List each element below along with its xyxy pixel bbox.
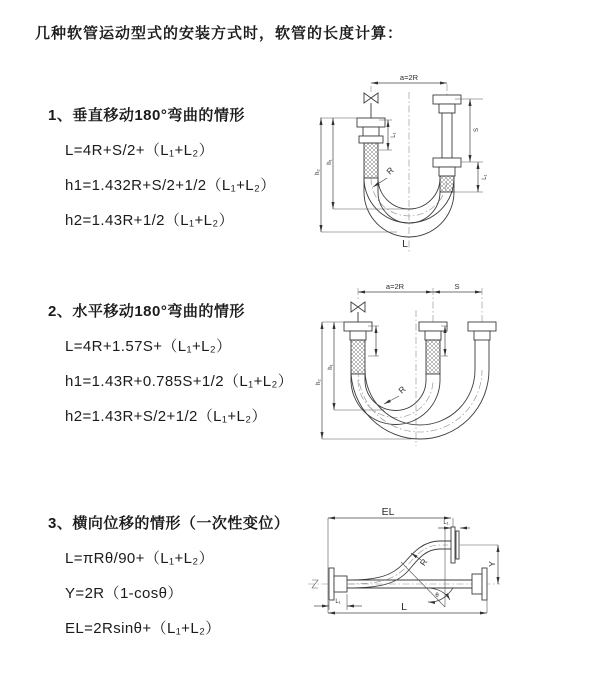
dimension-a2r	[371, 73, 447, 83]
hose-u-bend-moved	[351, 370, 489, 439]
dim-label-theta: θ	[435, 593, 439, 599]
left-flange-fitting	[329, 568, 347, 600]
dim-label-r: R	[396, 384, 408, 396]
dimension-l	[328, 596, 487, 613]
dim-label-a2r: a=2R	[399, 73, 419, 82]
dim-label-h1: h₁	[328, 364, 334, 370]
right-pipe-fitting	[433, 95, 461, 192]
dim-label-h2: h₂	[315, 169, 321, 175]
section-heading: 3、横向位移的情形（一次性变位）	[48, 515, 290, 532]
dim-label-l: L	[401, 601, 407, 613]
dim-label-r: R	[384, 165, 396, 177]
middle-pipe-fitting	[419, 322, 447, 380]
centerlines	[358, 288, 482, 446]
valve-icon	[364, 93, 378, 118]
hose-u-bend-original	[351, 380, 440, 425]
radius-callout	[411, 553, 429, 568]
page-title: 几种软管运动型式的安装方式时，软管的长度计算：	[35, 25, 404, 42]
hose-s-curve-displaced	[347, 541, 451, 588]
upper-flange-fitting	[451, 527, 459, 563]
centerlines	[371, 84, 447, 252]
dimension-l1-bottom	[314, 594, 362, 610]
diagram-horizontal-180-bend	[312, 282, 590, 467]
diagram-vertical-180-bend	[312, 72, 590, 262]
dim-label-h2: h₂	[316, 379, 322, 385]
dim-label-s: S	[454, 282, 460, 291]
right-pipe-fitting-moved	[468, 322, 496, 370]
dim-label-a2r: a=2R	[385, 282, 405, 291]
formula-line: h2=1.43R+1/2（L₁+L₂）	[65, 212, 235, 229]
radius-callout	[384, 384, 408, 404]
formula-line: L=4R+S/2+（L₁+L₂）	[65, 142, 215, 159]
formula-line: L=πRθ/90+（L₁+L₂）	[65, 550, 214, 567]
dim-label-l: L	[402, 238, 408, 250]
dim-label-l1-top: L₁	[443, 520, 449, 526]
formula-line: L=4R+1.57S+（L₁+L₂）	[65, 338, 232, 355]
dim-label-l1-bottom: L₁	[335, 599, 341, 605]
angle-construction	[401, 527, 453, 607]
dim-label-h1: h₁	[327, 159, 333, 165]
formula-line: h1=1.432R+S/2+1/2（L₁+L₂）	[65, 177, 276, 194]
formula-line: Y=2R（1-cosθ）	[65, 585, 183, 602]
dimension-a2r-s	[358, 282, 482, 292]
dim-label-el: EL	[381, 506, 395, 518]
section-horizontal-movement	[48, 300, 293, 426]
right-flange-fitting	[472, 568, 487, 600]
section-heading: 2、水平移动180°弯曲的情形	[48, 303, 245, 320]
valve-icon	[351, 302, 365, 322]
dim-label-l1-right: L₁	[482, 174, 488, 180]
dim-label-l1-left: L₁	[391, 132, 397, 138]
dim-label-r: R	[417, 556, 430, 568]
diagram-lateral-displacement	[300, 500, 595, 660]
formula-line: h2=1.43R+S/2+1/2（L₁+L₂）	[65, 408, 267, 425]
dim-label-y: Y	[487, 561, 497, 567]
section-heading: 1、垂直移动180°弯曲的情形	[48, 107, 245, 124]
section-vertical-movement	[48, 104, 276, 230]
dimension-s-l1-right	[454, 99, 488, 192]
section-lateral-displacement	[48, 512, 289, 638]
formula-line: EL=2Rsinθ+（L₁+L₂）	[65, 620, 221, 637]
dim-label-s: S	[474, 127, 480, 133]
formula-line: h1=1.43R+0.785S+1/2（L₁+L₂）	[65, 373, 294, 390]
